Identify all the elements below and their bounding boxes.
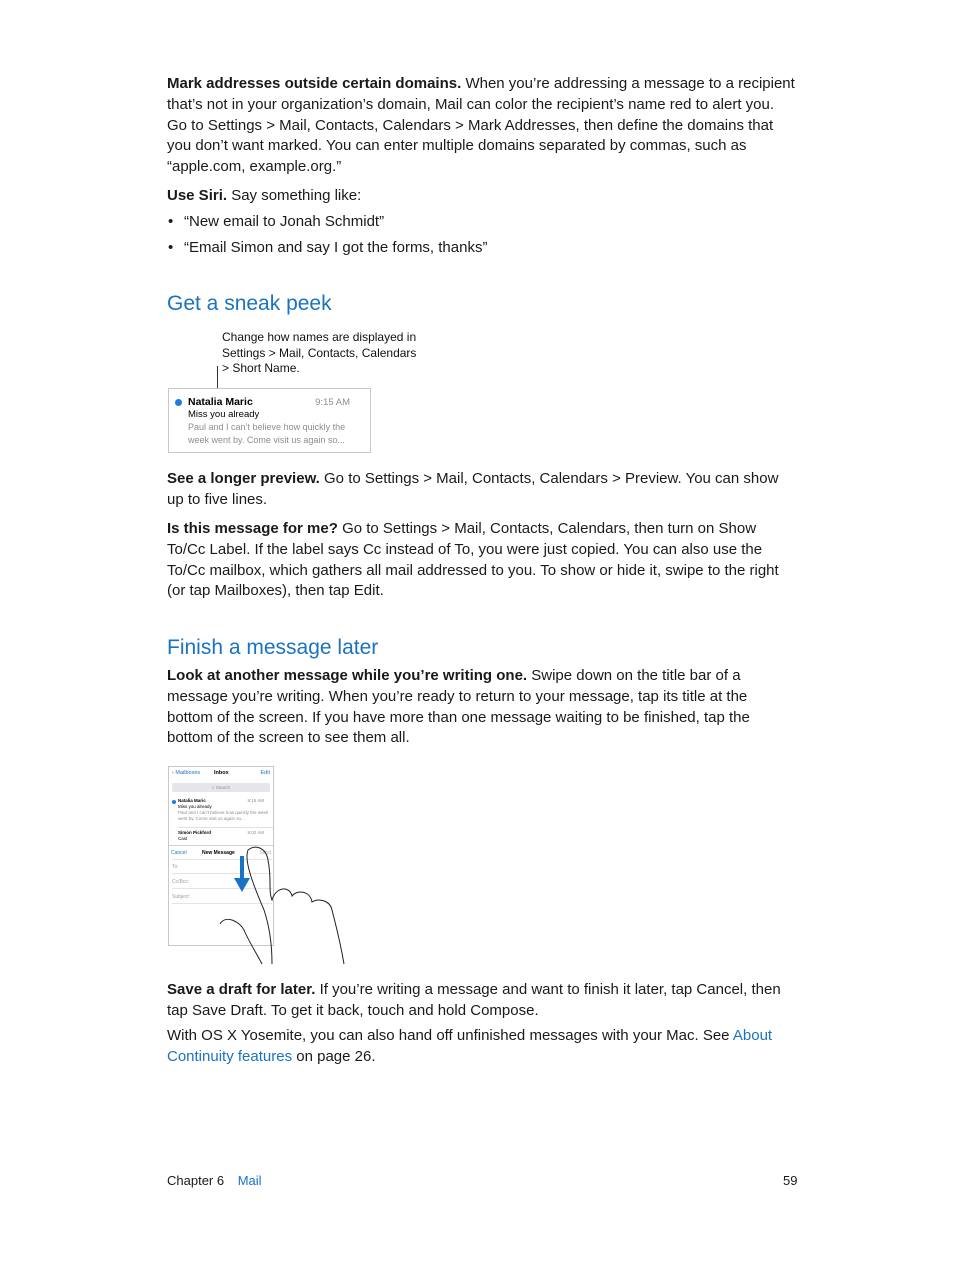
use-siri-text: Say something like: (227, 187, 362, 204)
phone-new-message-title: New Message (202, 850, 235, 856)
unread-dot-icon (175, 399, 182, 406)
phone-divider (178, 827, 273, 828)
preview-subject: Miss you already (188, 409, 260, 420)
phone-msg-time: 9:02 AM (247, 830, 264, 835)
preview-sender: Natalia Maric (188, 396, 253, 408)
unread-dot-icon (172, 800, 176, 804)
save-draft-bold: Save a draft for later. (167, 981, 316, 998)
swipe-hand-icon (168, 830, 380, 970)
hand-outline (220, 847, 344, 964)
yosemite-paragraph (167, 1026, 797, 1068)
callout-text: Change how names are displayed in Settings > Mail, Contacts, Calendars > Short Name. (222, 330, 417, 376)
section-heading-sneak-peek: Get a sneak peek (167, 292, 332, 315)
message-for-me-paragraph (167, 519, 797, 602)
mark-addresses-paragraph (167, 74, 797, 178)
mail-preview-illustration (168, 388, 371, 453)
phone-edit: Edit (260, 770, 270, 776)
mark-addresses-text: When you’re addressing a message to a recipient that’s not in your organization’s domain, Mail can color the recipient’s name red to alert you. Go to Settings > Mail, Contacts, Calendars > Mark Addresses, then define the domains that you don’t want marked. You can enter multiple domains separated by commas, such as “apple.com, example.org.” (167, 75, 795, 176)
phone-msg-subject: Miss you already (178, 804, 212, 809)
bullet-icon: • (168, 239, 174, 256)
phone-search-label: Search (215, 785, 231, 790)
phone-msg-sender: Natalia Maric (178, 798, 206, 803)
phone-back-label: Mailboxes (175, 770, 201, 776)
bullet-text: “Email Simon and say I got the forms, thanks” (184, 239, 488, 256)
footer-chapter (167, 1173, 262, 1188)
bullet-icon: • (168, 213, 174, 230)
section-heading-finish-later: Finish a message later (167, 636, 379, 659)
look-another-paragraph (167, 666, 797, 749)
preview-time: 9:15 AM (315, 397, 350, 408)
mark-addresses-bold: Mark addresses outside certain domains. (167, 75, 462, 92)
footer-chapter-link[interactable]: Mail (237, 1173, 262, 1188)
use-siri-paragraph (167, 186, 797, 207)
bullet-text: “New email to Jonah Schmidt” (184, 213, 385, 230)
list-item (168, 238, 487, 258)
phone-msg-body: Paul and I can’t believe how quickly the week went by. Come visit us again so... (178, 810, 269, 821)
phone-to-field: To: (172, 864, 179, 870)
phone-subject-field: Subject: (172, 894, 191, 900)
save-draft-paragraph (167, 980, 797, 1022)
footer-chapter-number: Chapter 6 (167, 1173, 225, 1188)
phone-back-button: ‹ Mailboxes (172, 770, 201, 776)
phone-msg-sender: Simon Pickford (178, 830, 212, 835)
phone-send: Send (259, 850, 271, 856)
phone-message-row (169, 797, 273, 827)
yosemite-text: With OS X Yosemite, you can also hand off unfinished messages with your Mac. See (167, 1027, 733, 1044)
longer-preview-paragraph (167, 469, 797, 511)
swipe-arrow-head-icon (234, 878, 250, 892)
longer-preview-bold: See a longer preview. (167, 470, 320, 487)
phone-msg-time: 9:15 AM (247, 798, 264, 803)
save-draft-text: If you’re writing a message and want to finish it later, tap Cancel, then tap Save Draft. To get it back, touch and hold Compose. (167, 981, 781, 1019)
list-item (168, 212, 384, 232)
phone-title: Inbox (214, 770, 229, 776)
page-number: 59 (783, 1173, 798, 1188)
message-for-me-text: Go to Settings > Mail, Contacts, Calendars, then turn on Show To/Cc Label. If the label says Cc instead of To, you were just copied. You can also use the To/Cc mailbox, which gathers all mail addressed to you. To show or hide it, swipe to the right (or tap Mailboxes), then tap Edit. (167, 520, 779, 600)
phone-nav-bar (169, 767, 273, 781)
longer-preview-text: Go to Settings > Mail, Contacts, Calendars > Preview. You can show up to five lines. (167, 470, 779, 508)
about-continuity-link[interactable]: About Continuity features (167, 1027, 773, 1065)
use-siri-bold: Use Siri. (167, 187, 228, 204)
yosemite-tail: on page 26. (292, 1047, 376, 1065)
look-another-text: Swipe down on the title bar of a message you’re writing. When you’re ready to return to your message, tap its title at the bottom of the screen. If you have more than one message waiting to be finished, tap the bottom of the screen to see them all. (167, 667, 750, 747)
phone-ccbcc-field: Cc/Bcc: (172, 879, 190, 885)
look-another-bold: Look at another message while you’re writing one. (167, 667, 528, 684)
message-for-me-bold: Is this message for me? (167, 520, 338, 537)
phone-search-field: ⌕ Search (172, 783, 270, 792)
phone-msg-subject: Cast (178, 836, 188, 841)
phone-cancel: Cancel (171, 850, 187, 856)
preview-body: Paul and I can’t believe how quickly the week went by. Come visit us again so... (188, 422, 346, 445)
